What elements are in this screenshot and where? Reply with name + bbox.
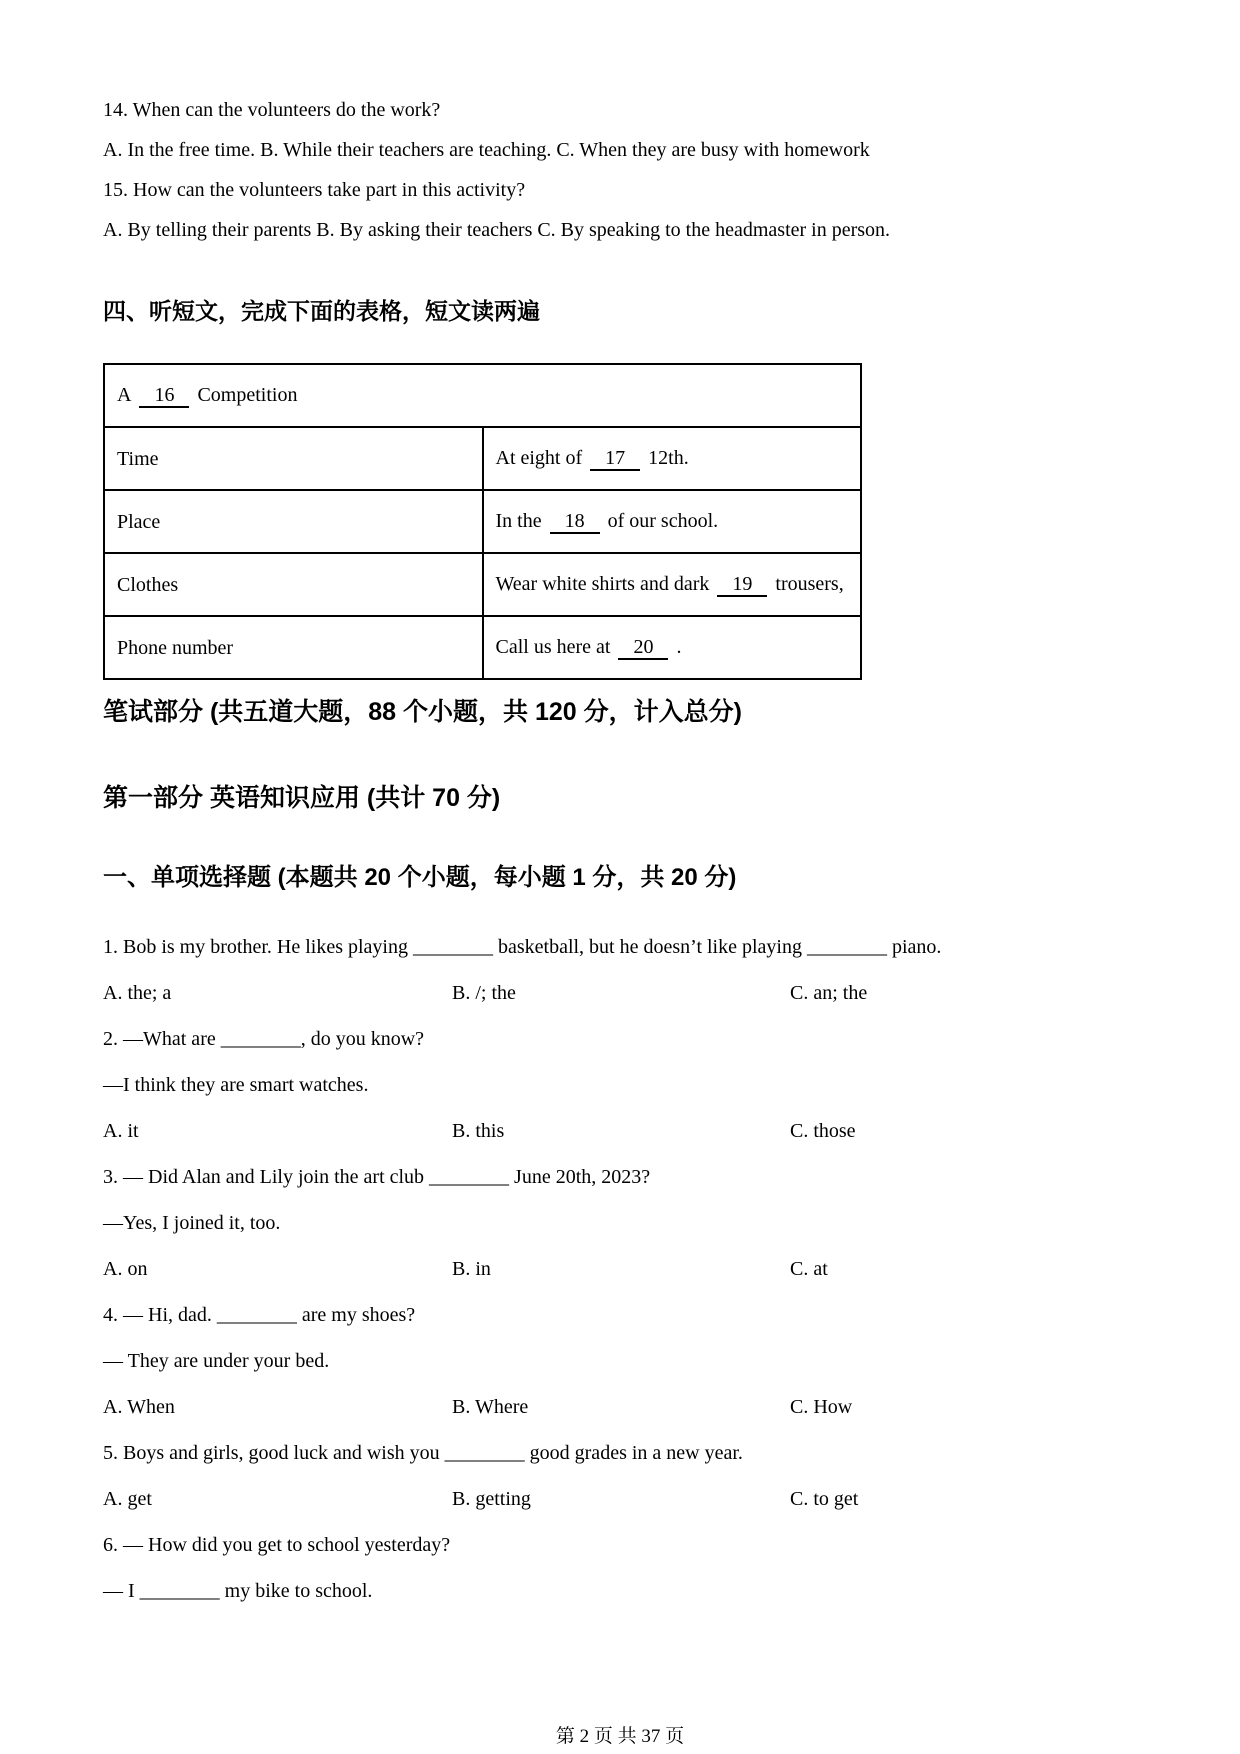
row-value-clothes: Wear white shirts and dark 19 trousers,	[483, 553, 862, 616]
page-content	[103, 97, 1150, 1624]
mcq-q6-text: 6. — How did you get to school yesterday?	[103, 1534, 451, 1556]
row-value-time: At eight of 17 12th.	[483, 427, 862, 490]
option-b: B. getting	[452, 1488, 531, 1510]
option-c: C. those	[790, 1120, 856, 1142]
table-title-post: Competition	[197, 384, 298, 406]
option-a: A. it	[103, 1120, 139, 1142]
blank-16: 16	[139, 384, 189, 408]
mcq-q5-text: 5. Boys and girls, good luck and wish you ________ good grades in a new year.	[103, 1442, 743, 1464]
section4-heading: 四、听短文，完成下面的表格，短文读两遍	[103, 298, 540, 324]
page-number-footer: 第 2 页 共 37 页	[555, 1726, 685, 1747]
mcq-section-heading: 一、单项选择题 (本题共 20 个小题，每小题 1 分，共 20 分)	[103, 864, 737, 891]
row-label-place: Place	[104, 490, 483, 553]
option-c: C. at	[790, 1258, 828, 1280]
mcq-q4-options	[103, 1394, 1150, 1420]
option-b: B. in	[452, 1258, 491, 1280]
row-label-time: Time	[104, 427, 483, 490]
table-title-cell	[104, 364, 861, 427]
blank-19: 19	[717, 573, 767, 597]
option-b: B. Where	[452, 1396, 529, 1418]
row-label-phone: Phone number	[104, 616, 483, 679]
option-c: C. an; the	[790, 982, 868, 1004]
table-title-pre: A	[117, 384, 132, 406]
option-a: A. on	[103, 1258, 148, 1280]
table-row	[104, 364, 861, 427]
mcq-q2-text: 2. —What are ________, do you know?	[103, 1028, 425, 1050]
mcq-q3-text: 3. — Did Alan and Lily join the art club ________ June 20th, 2023?	[103, 1166, 651, 1188]
table-row	[104, 427, 861, 490]
row-value-place: In the 18 of our school.	[483, 490, 862, 553]
mcq-q2-reply: —I think they are smart watches.	[103, 1074, 369, 1096]
option-c: C. to get	[790, 1488, 859, 1510]
part1-heading: 第一部分 英语知识应用 (共计 70 分)	[103, 784, 501, 812]
mcq-q1-text: 1. Bob is my brother. He likes playing ________ basketball, but he doesn’t like playing ________ piano.	[103, 936, 942, 958]
question-14-text: 14. When can the volunteers do the work?	[103, 99, 441, 121]
listening-table	[103, 363, 862, 680]
option-c: C. How	[790, 1396, 853, 1418]
option-a: A. When	[103, 1396, 175, 1418]
row-value-phone: Call us here at 20 .	[483, 616, 862, 679]
table-row	[104, 616, 861, 679]
table-row	[104, 553, 861, 616]
question-14-options: A. In the free time. B. While their teachers are teaching. C. When they are busy with homework	[103, 139, 870, 161]
option-a: A. get	[103, 1488, 152, 1510]
table-row	[104, 490, 861, 553]
blank-18: 18	[550, 510, 600, 534]
row-label-clothes: Clothes	[104, 553, 483, 616]
mcq-q6-reply: — I ________ my bike to school.	[103, 1580, 373, 1602]
mcq-q5-options	[103, 1486, 1150, 1512]
mcq-q4-reply: — They are under your bed.	[103, 1350, 330, 1372]
question-15-options: A. By telling their parents B. By asking their teachers C. By speaking to the headmaster in person.	[103, 219, 891, 241]
blank-20: 20	[618, 636, 668, 660]
mcq-q1-options	[103, 980, 1150, 1006]
mcq-q2-options	[103, 1118, 1150, 1144]
mcq-q3-reply: —Yes, I joined it, too.	[103, 1212, 281, 1234]
option-b: B. this	[452, 1120, 505, 1142]
mcq-q3-options	[103, 1256, 1150, 1282]
option-a: A. the; a	[103, 982, 172, 1004]
mcq-questions	[103, 934, 1150, 1604]
question-15-text: 15. How can the volunteers take part in this activity?	[103, 179, 526, 201]
option-b: B. /; the	[452, 982, 516, 1004]
blank-17: 17	[590, 447, 640, 471]
mcq-q4-text: 4. — Hi, dad. ________ are my shoes?	[103, 1304, 416, 1326]
written-part-heading: 笔试部分 (共五道大题，88 个小题，共 120 分，计入总分)	[103, 698, 742, 726]
